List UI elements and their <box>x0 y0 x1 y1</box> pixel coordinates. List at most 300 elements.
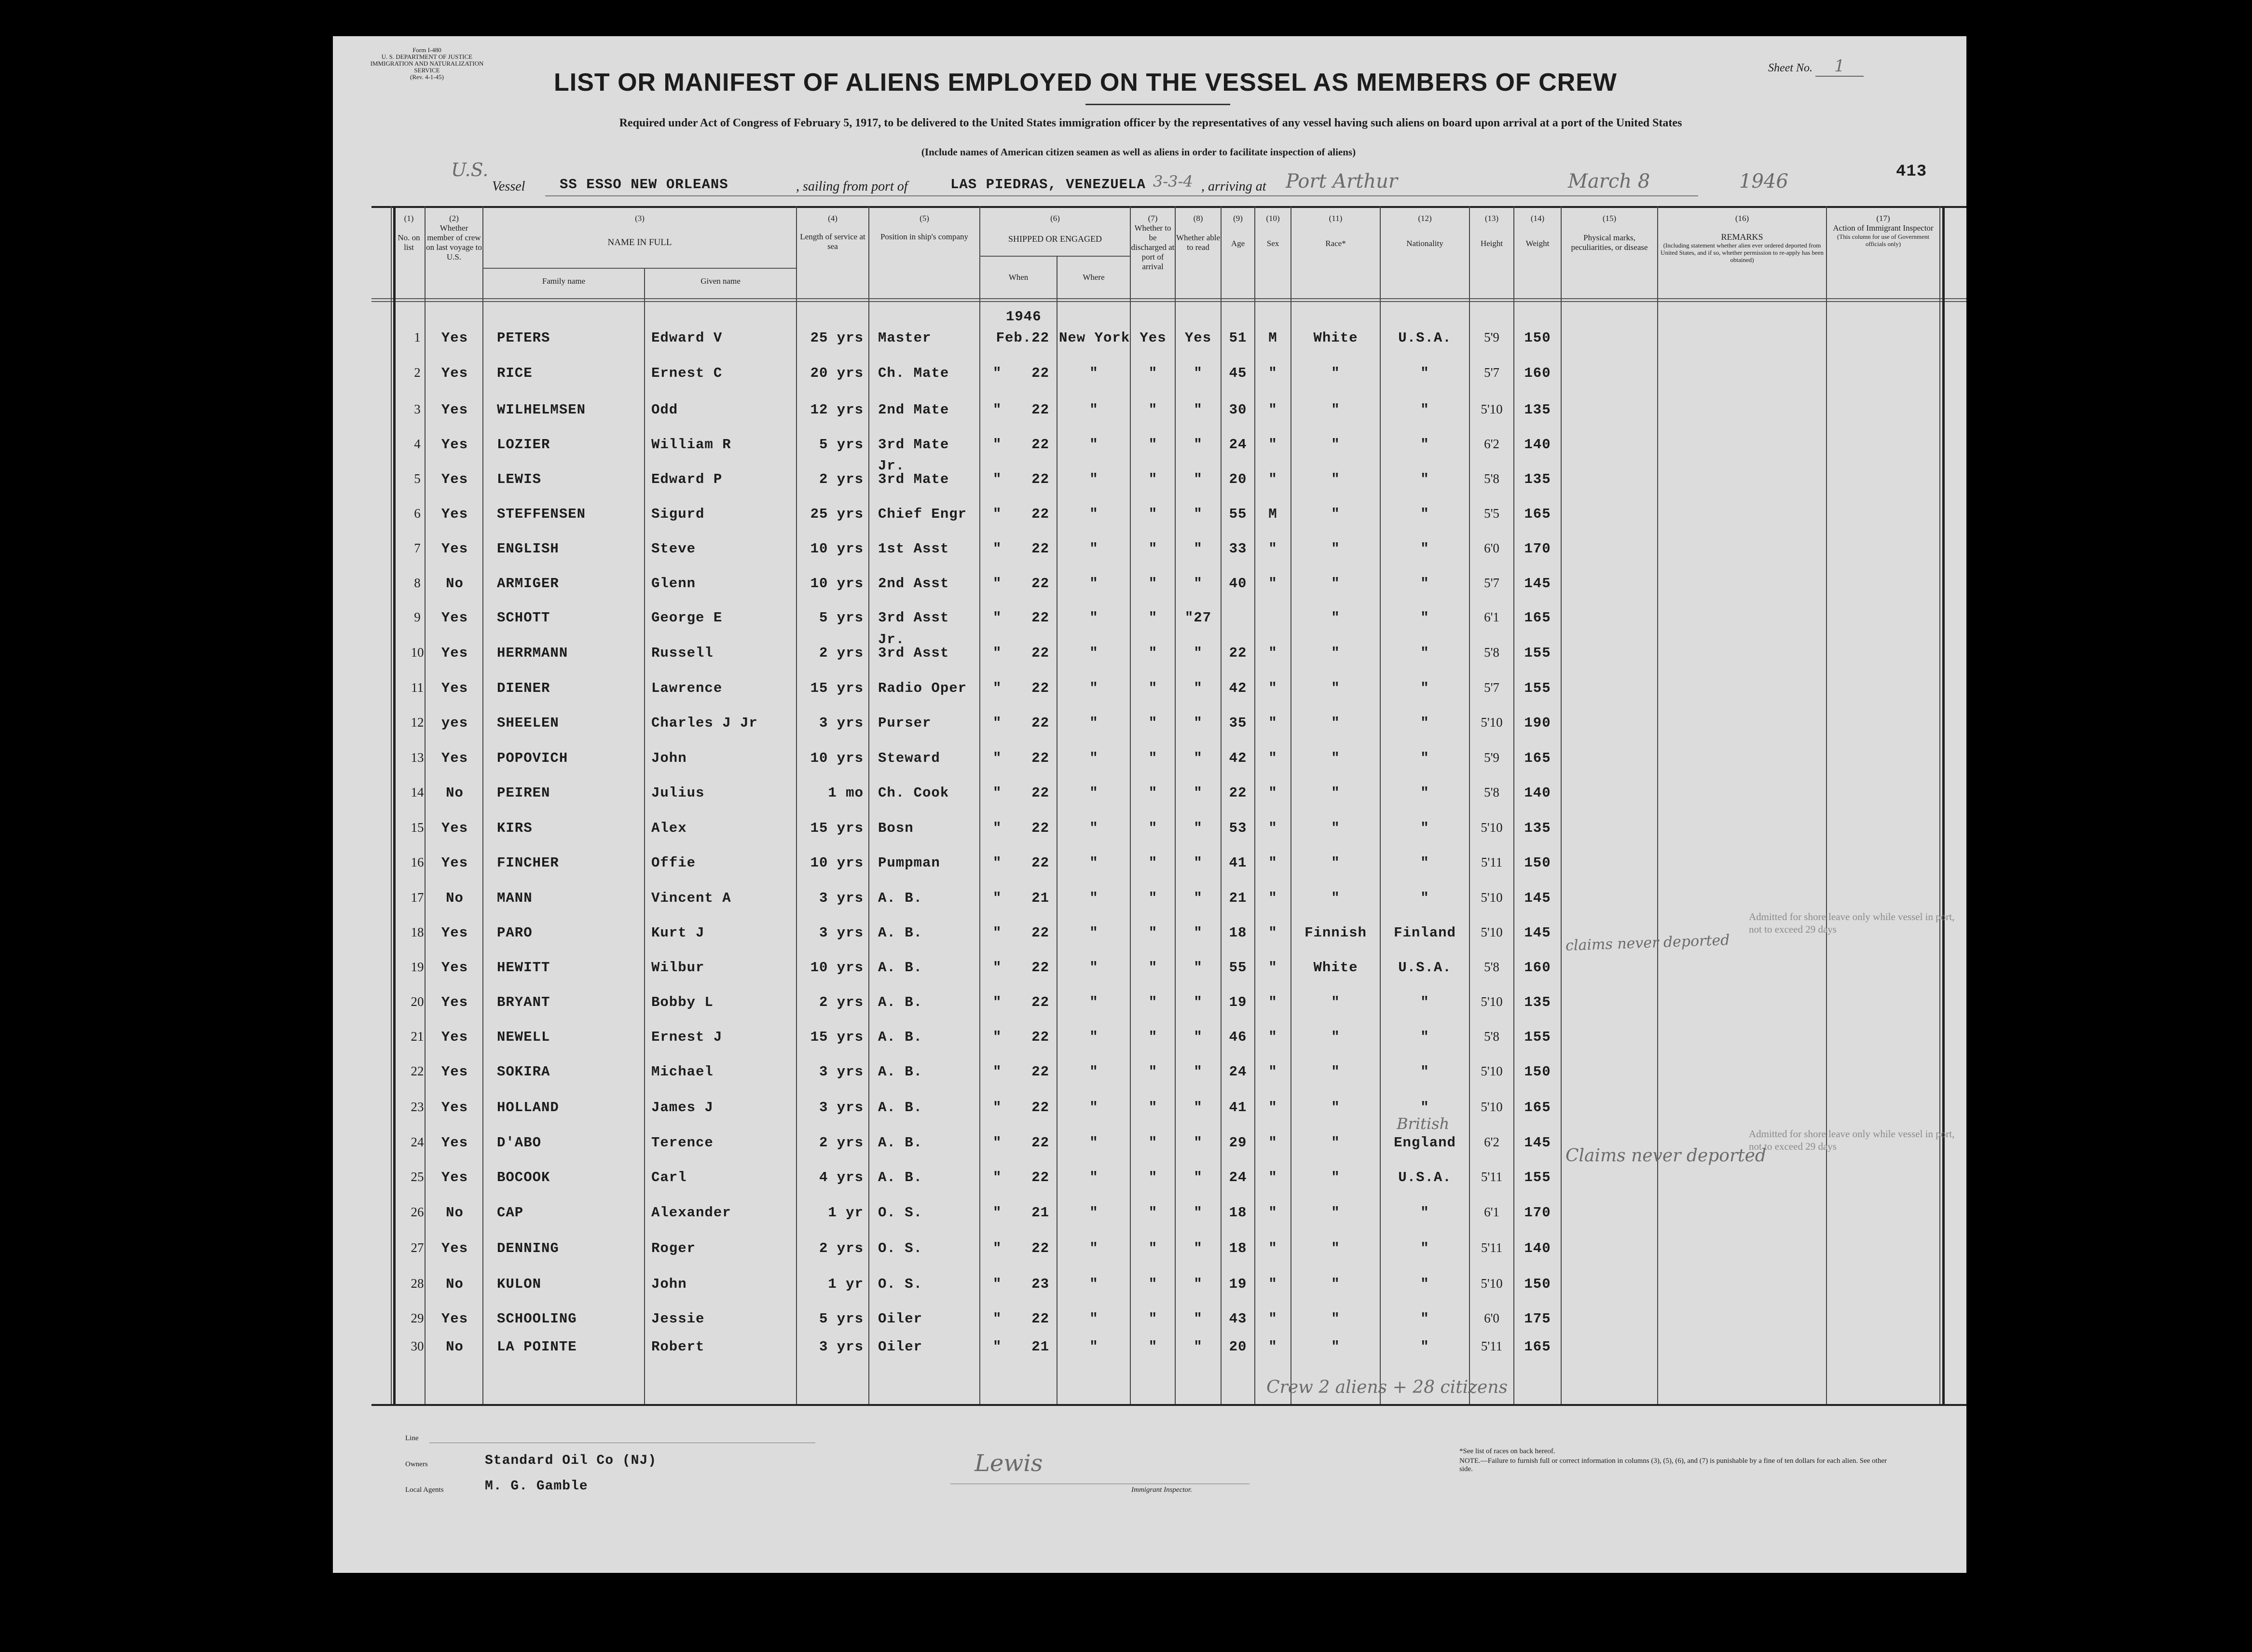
ditto-mark: " <box>993 506 1002 522</box>
given-name: Michael <box>651 1064 714 1080</box>
shipped-where: " <box>1089 1205 1099 1221</box>
nationality: " <box>1420 785 1429 801</box>
age: 29 <box>1229 1135 1247 1151</box>
sex: " <box>1268 1205 1277 1221</box>
family-name: MANN <box>497 890 533 906</box>
col-rule <box>1380 206 1381 1404</box>
family-name: HERRMANN <box>497 645 568 661</box>
shipped-when: 21 <box>1031 1339 1049 1355</box>
rates-note: *See list of races on back hereof. <box>1459 1447 1555 1455</box>
discharged: " <box>1148 365 1158 381</box>
weight: 165 <box>1524 750 1551 766</box>
row-number: 6 <box>414 506 421 521</box>
sex: M <box>1268 330 1277 346</box>
family-name: SCHOTT <box>497 610 550 626</box>
shipped-when: 22 <box>1031 785 1049 801</box>
given-name-header: Given name <box>700 276 741 286</box>
position: 2nd Mate <box>878 402 949 418</box>
height: 5'7 <box>1484 365 1499 380</box>
sex: " <box>1268 576 1277 592</box>
nationality: " <box>1420 750 1429 766</box>
nationality: " <box>1420 506 1429 522</box>
ditto-mark: " <box>993 576 1002 592</box>
sex: " <box>1268 890 1277 906</box>
race: " <box>1331 471 1340 487</box>
length-of-service: 5 yrs <box>819 437 864 453</box>
col-4-header: (4) Length of service at sea <box>800 214 865 251</box>
fine-note: NOTE.—Failure to furnish full or correct information in columns (3), (5), (6), and (7) is punishable by a fine of ten dollars for each alien. See other side. <box>1459 1457 1887 1473</box>
able-to-read: " <box>1194 1276 1203 1292</box>
col-15-header: (15) Physical marks, peculiarities, or disease <box>1571 214 1648 252</box>
family-name: POPOVICH <box>497 750 568 766</box>
shipped-when: 22 <box>1031 1240 1049 1256</box>
able-to-read: " <box>1194 1240 1203 1256</box>
ditto-mark: " <box>993 994 1002 1010</box>
position: A. B. <box>878 1064 923 1080</box>
given-name: Robert <box>651 1339 705 1355</box>
family-name: KULON <box>497 1276 542 1292</box>
height: 5'8 <box>1484 645 1499 660</box>
discharged: " <box>1148 1276 1158 1292</box>
race: " <box>1331 1064 1340 1080</box>
given-name: James J <box>651 1100 714 1115</box>
prev-voyage: Yes <box>441 1311 468 1327</box>
shipped-when: 22 <box>1031 541 1049 557</box>
family-name: KIRS <box>497 820 533 836</box>
discharged: " <box>1148 855 1158 871</box>
sex: " <box>1268 1170 1277 1185</box>
race: " <box>1331 1170 1340 1185</box>
nationality: " <box>1420 1276 1429 1292</box>
row-number: 16 <box>411 855 424 869</box>
race: " <box>1331 645 1340 661</box>
form-id-line: IMMIGRATION AND NATURALIZATION SERVICE <box>370 60 484 74</box>
family-name: HEWITT <box>497 960 550 976</box>
weight: 160 <box>1524 365 1551 381</box>
col-1-header: (1) No. on list <box>398 214 420 252</box>
family-name: DENNING <box>497 1240 559 1256</box>
able-to-read: " <box>1194 925 1203 941</box>
given-name: Alexander <box>651 1205 731 1221</box>
col-rule <box>391 206 392 1404</box>
line-label: Line <box>405 1434 419 1442</box>
length-of-service: 2 yrs <box>819 1240 864 1256</box>
ditto-mark: " <box>993 680 1002 696</box>
shipped-where: " <box>1089 471 1099 487</box>
weight: 165 <box>1524 506 1551 522</box>
height: 5'11 <box>1481 1339 1503 1353</box>
prev-voyage: Yes <box>441 855 468 871</box>
sex: " <box>1268 925 1277 941</box>
weight: 145 <box>1524 925 1551 941</box>
sex: " <box>1268 785 1277 801</box>
age: 35 <box>1229 715 1247 731</box>
family-name: ENGLISH <box>497 541 559 557</box>
ditto-mark: " <box>993 471 1002 487</box>
height: 5'10 <box>1481 1064 1503 1078</box>
discharged: " <box>1148 402 1158 418</box>
height: 5'10 <box>1481 994 1503 1009</box>
discharged: " <box>1148 645 1158 661</box>
sub-header-rule <box>482 268 796 269</box>
race: " <box>1331 402 1340 418</box>
ditto-mark: " <box>993 1064 1002 1080</box>
nationality: " <box>1420 715 1429 731</box>
given-name: Odd <box>651 402 678 418</box>
length-of-service: 1 yr <box>828 1205 864 1221</box>
family-name: HOLLAND <box>497 1100 559 1115</box>
weight: 135 <box>1524 820 1551 836</box>
prev-voyage: Yes <box>441 402 468 418</box>
col-7-header: (7) Whether to be discharged at port of arrival <box>1131 214 1175 271</box>
arriving-port: Port Arthur <box>1286 170 1398 193</box>
row-number: 14 <box>411 785 424 799</box>
shipped-when: 22 <box>1031 1064 1049 1080</box>
weight: 135 <box>1524 402 1551 418</box>
age: 45 <box>1229 365 1247 381</box>
arrival-year: 1946 <box>1739 170 1788 193</box>
discharged: " <box>1148 750 1158 766</box>
weight: 140 <box>1524 1240 1551 1256</box>
shipped-when: 22 <box>1031 610 1049 626</box>
race: " <box>1331 1311 1340 1327</box>
shipped-where: " <box>1089 1170 1099 1185</box>
length-of-service: 12 yrs <box>810 402 864 418</box>
position: A. B. <box>878 994 923 1010</box>
weight: 165 <box>1524 1339 1551 1355</box>
arriving-label: , arriving at <box>1201 179 1266 194</box>
discharged: " <box>1148 1029 1158 1045</box>
shipped-where: " <box>1089 506 1099 522</box>
row-number: 22 <box>411 1064 424 1078</box>
nationality: U.S.A. <box>1398 1170 1452 1185</box>
able-to-read: " <box>1194 1029 1203 1045</box>
manifest-sheet <box>333 36 1966 1573</box>
race: " <box>1331 855 1340 871</box>
sailing-label: , sailing from port of <box>796 179 908 194</box>
given-name: Bobby L <box>651 994 714 1010</box>
sex: " <box>1268 680 1277 696</box>
able-to-read: " <box>1194 365 1203 381</box>
sex: " <box>1268 994 1277 1010</box>
sailed-date: 3-3-4 <box>1153 172 1193 191</box>
able-to-read: " <box>1194 576 1203 592</box>
given-name: Wilbur <box>651 960 705 976</box>
col-6-header: (6) SHIPPED OR ENGAGED <box>1008 214 1102 244</box>
row-number: 1 <box>414 330 421 344</box>
family-name-header: Family name <box>542 276 586 286</box>
col-rule <box>868 206 869 1404</box>
height: 5'10 <box>1481 820 1503 835</box>
header-bottom-rule <box>371 298 1966 299</box>
height: 5'10 <box>1481 402 1503 416</box>
able-to-read: " <box>1194 1100 1203 1115</box>
ditto-mark: " <box>993 402 1002 418</box>
shipped-where: " <box>1089 576 1099 592</box>
position: Steward <box>878 750 940 766</box>
arrival-month: March 8 <box>1568 170 1650 193</box>
given-name: Roger <box>651 1240 696 1256</box>
position: 3rd Asst <box>878 645 949 661</box>
ditto-mark: " <box>993 960 1002 976</box>
row24-action-note: Admitted for shore leave only while vessel in port, not to exceed 29 days <box>1749 1128 1955 1152</box>
row-number: 29 <box>411 1311 424 1325</box>
given-name: Ernest C <box>651 365 723 381</box>
shipped-where: " <box>1089 960 1099 976</box>
prev-voyage: No <box>446 576 464 592</box>
length-of-service: 2 yrs <box>819 471 864 487</box>
family-name: LOZIER <box>497 437 550 453</box>
form-id-line: U. S. DEPARTMENT OF JUSTICE <box>381 53 473 60</box>
position: 2nd Asst <box>878 576 949 592</box>
nationality: " <box>1420 680 1429 696</box>
row-number: 23 <box>411 1100 424 1114</box>
weight: 140 <box>1524 437 1551 453</box>
position: A. B. <box>878 890 923 906</box>
shipped-when: 22 <box>1031 820 1049 836</box>
weight: 190 <box>1524 715 1551 731</box>
race: White <box>1313 960 1358 976</box>
col-14-header: (14) Weight <box>1525 214 1550 248</box>
shipped-where: " <box>1089 1135 1099 1151</box>
shipped-where: " <box>1089 715 1099 731</box>
sex: " <box>1268 402 1277 418</box>
shipped-year: 1946 <box>1006 309 1042 325</box>
col-11-header: (11) Race* <box>1325 214 1346 248</box>
discharged: " <box>1148 1240 1158 1256</box>
prev-voyage: Yes <box>441 471 468 487</box>
prev-voyage: No <box>446 1205 464 1221</box>
nationality: " <box>1420 1064 1429 1080</box>
able-to-read: " <box>1194 437 1203 453</box>
prev-voyage: Yes <box>441 994 468 1010</box>
col-5-header: (5) Position in ship's company <box>880 214 969 241</box>
row-number: 2 <box>414 365 421 380</box>
able-to-read: " <box>1194 750 1203 766</box>
position: Chief Engr <box>878 506 967 522</box>
weight: 170 <box>1524 541 1551 557</box>
able-to-read: " <box>1194 785 1203 801</box>
ditto-mark: " <box>993 715 1002 731</box>
age: 41 <box>1229 855 1247 871</box>
age: 42 <box>1229 680 1247 696</box>
prev-voyage: No <box>446 1276 464 1292</box>
given-name: Julius <box>651 785 705 801</box>
given-name: Ernest J <box>651 1029 723 1045</box>
age: 30 <box>1229 402 1247 418</box>
length-of-service: 3 yrs <box>819 1339 864 1355</box>
family-name: BOCOOK <box>497 1170 550 1185</box>
height: 6'1 <box>1484 1205 1499 1219</box>
ditto-mark: " <box>993 1029 1002 1045</box>
position: A. B. <box>878 960 923 976</box>
position: A. B. <box>878 925 923 941</box>
shipped-where: New York <box>1059 330 1130 346</box>
family-name: SHEELEN <box>497 715 559 731</box>
row-number: 10 <box>411 645 424 660</box>
col-rule <box>1175 206 1176 1404</box>
ditto-mark: " <box>993 1205 1002 1221</box>
discharged: " <box>1148 960 1158 976</box>
form-id-line: Form I-480 <box>412 46 441 54</box>
prev-voyage: Yes <box>441 1064 468 1080</box>
row-number: 13 <box>411 750 424 765</box>
col-rule <box>1469 206 1470 1404</box>
col-rule <box>1130 206 1131 1404</box>
position: O. S. <box>878 1205 923 1221</box>
position: Oiler <box>878 1311 923 1327</box>
prev-voyage: Yes <box>441 1135 468 1151</box>
row-number: 19 <box>411 960 424 974</box>
ditto-mark: " <box>993 365 1002 381</box>
age: 18 <box>1229 1205 1247 1221</box>
sex: " <box>1268 1100 1277 1115</box>
nationality-note: British <box>1397 1115 1450 1133</box>
position: Ch. Cook <box>878 785 949 801</box>
shipped-where: " <box>1089 645 1099 661</box>
ditto-mark: " <box>993 1135 1002 1151</box>
weight: 135 <box>1524 994 1551 1010</box>
age: 19 <box>1229 994 1247 1010</box>
shipped-where: " <box>1089 855 1099 871</box>
race: " <box>1331 541 1340 557</box>
prev-voyage: Yes <box>441 1029 468 1045</box>
length-of-service: 25 yrs <box>810 506 864 522</box>
position: 3rd Mate <box>878 471 949 487</box>
ditto-mark: " <box>993 890 1002 906</box>
length-of-service: 5 yrs <box>819 1311 864 1327</box>
able-to-read: " <box>1194 471 1203 487</box>
nationality: " <box>1420 994 1429 1010</box>
shipped-where: " <box>1089 1311 1099 1327</box>
discharged: " <box>1148 1339 1158 1355</box>
weight: 140 <box>1524 785 1551 801</box>
position: 3rd Asst <box>878 610 949 626</box>
age: 46 <box>1229 1029 1247 1045</box>
length-of-service: 15 yrs <box>810 680 864 696</box>
prev-voyage: No <box>446 890 464 906</box>
race: " <box>1331 715 1340 731</box>
col-rule <box>1513 206 1514 1404</box>
ditto-mark: " <box>993 1100 1002 1115</box>
sex: M <box>1268 506 1277 522</box>
nationality: " <box>1420 365 1429 381</box>
weight: 155 <box>1524 1170 1551 1185</box>
shipped-where: " <box>1089 1240 1099 1256</box>
family-name: PARO <box>497 925 533 941</box>
discharged: " <box>1148 994 1158 1010</box>
able-to-read: " <box>1194 1135 1203 1151</box>
prev-voyage: Yes <box>441 541 468 557</box>
sheet-number: 1 <box>1815 56 1864 77</box>
position: Ch. Mate <box>878 365 949 381</box>
col-2-header: (2) Whether member of crew on last voyage to U.S. <box>426 214 482 262</box>
race: " <box>1331 994 1340 1010</box>
ditto-mark: " <box>993 785 1002 801</box>
col-rule <box>1939 206 1940 1404</box>
length-of-service: 2 yrs <box>819 645 864 661</box>
nationality: U.S.A. <box>1398 330 1452 346</box>
nationality: " <box>1420 576 1429 592</box>
where-header: Where <box>1083 273 1105 282</box>
length-of-service: 4 yrs <box>819 1170 864 1185</box>
age: 22 <box>1229 645 1247 661</box>
height: 5'10 <box>1481 890 1503 905</box>
col-10-header: (10) Sex <box>1266 214 1280 248</box>
shipped-where: " <box>1089 1029 1099 1045</box>
race: " <box>1331 750 1340 766</box>
col-13-header: (13) Height <box>1480 214 1503 248</box>
shipped-when: 23 <box>1031 1276 1049 1292</box>
given-name: John <box>651 750 687 766</box>
owners: Standard Oil Co (NJ) <box>485 1453 657 1468</box>
weight: 175 <box>1524 1311 1551 1327</box>
position: Radio Oper <box>878 680 967 696</box>
race: " <box>1331 680 1340 696</box>
able-to-read: " <box>1194 715 1203 731</box>
discharged: " <box>1148 471 1158 487</box>
sex: " <box>1268 1240 1277 1256</box>
family-name: CAP <box>497 1205 524 1221</box>
able-to-read: " <box>1194 890 1203 906</box>
table-bottom-rule <box>371 1404 1966 1406</box>
discharged: " <box>1148 1064 1158 1080</box>
length-of-service: 2 yrs <box>819 994 864 1010</box>
height: 6'1 <box>1484 610 1499 624</box>
col-rule <box>393 206 396 1404</box>
discharged: " <box>1148 925 1158 941</box>
title-rule <box>1085 104 1230 105</box>
given-name: Vincent A <box>651 890 731 906</box>
position: 3rd Mate <box>878 437 949 453</box>
discharged: Yes <box>1140 330 1167 346</box>
given-name: William R <box>651 437 731 453</box>
height: 6'0 <box>1484 1311 1499 1325</box>
height: 5'8 <box>1484 1029 1499 1044</box>
height: 5'7 <box>1484 576 1499 590</box>
age: 40 <box>1229 576 1247 592</box>
sex: " <box>1268 1276 1277 1292</box>
shipped-where: " <box>1089 1276 1099 1292</box>
race: " <box>1331 820 1340 836</box>
ditto-mark: " <box>993 750 1002 766</box>
col-17-header: (17) Action of Immigrant Inspector (This column for use of Government officials only) <box>1833 214 1934 248</box>
sailing-port: LAS PIEDRAS, VENEZUELA <box>950 177 1146 193</box>
weight: 150 <box>1524 1064 1551 1080</box>
race: Finnish <box>1305 925 1367 941</box>
page-number: 413 <box>1896 163 1927 181</box>
vessel-label: Vessel <box>492 179 525 194</box>
discharged: " <box>1148 1170 1158 1185</box>
age: 22 <box>1229 785 1247 801</box>
nationality: England <box>1394 1135 1456 1151</box>
table-top-rule <box>371 206 1966 208</box>
discharged: " <box>1148 1205 1158 1221</box>
discharged: " <box>1148 506 1158 522</box>
weight: 150 <box>1524 855 1551 871</box>
weight: 160 <box>1524 960 1551 976</box>
position-prefix: Jr. <box>878 632 905 647</box>
race: " <box>1331 890 1340 906</box>
shipped-when: 22 <box>1031 437 1049 453</box>
length-of-service: 1 yr <box>828 1276 864 1292</box>
prev-voyage: Yes <box>441 820 468 836</box>
race: " <box>1331 576 1340 592</box>
row-number: 15 <box>411 820 424 835</box>
sex: " <box>1268 1135 1277 1151</box>
nationality: " <box>1420 1100 1429 1115</box>
given-name: Kurt J <box>651 925 705 941</box>
